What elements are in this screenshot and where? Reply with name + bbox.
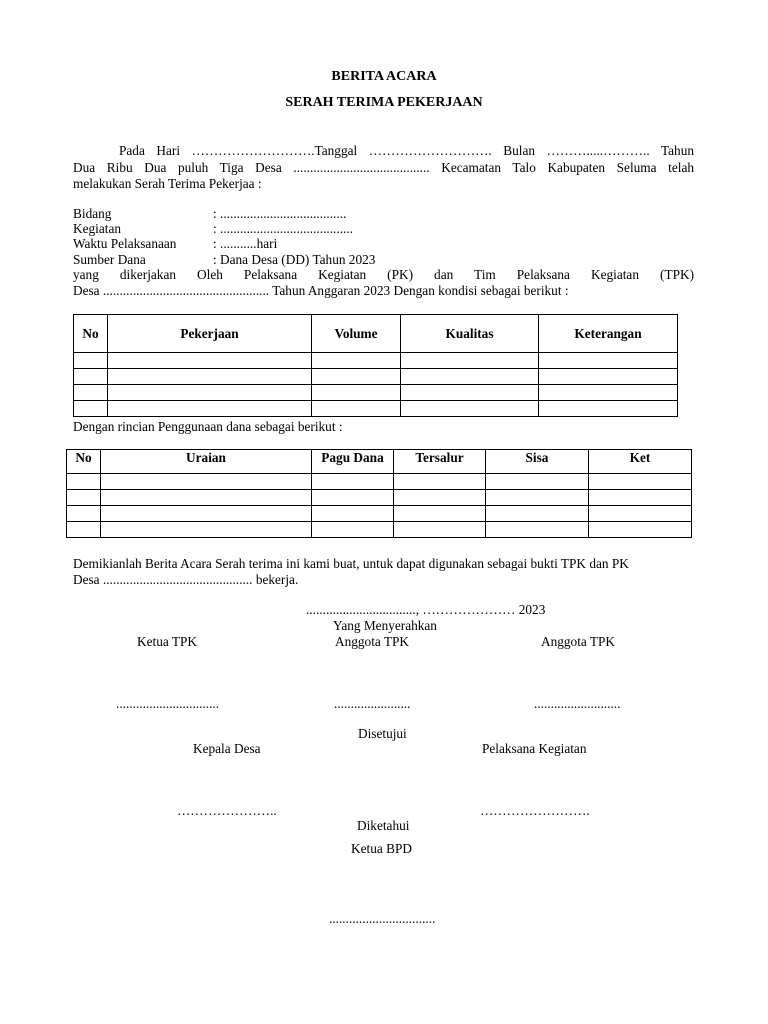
field-label-kegiatan: Kegiatan	[73, 221, 121, 236]
table-cell[interactable]	[74, 353, 108, 369]
table-cell[interactable]	[486, 490, 589, 506]
table-cell[interactable]	[312, 353, 401, 369]
table-cell[interactable]	[401, 353, 539, 369]
intro-line-2: Dua Ribu Dua puluh Tiga Desa ......................................... Kecamatan Talo Kabupaten Seluma telah	[73, 160, 694, 175]
table-cell[interactable]	[108, 385, 312, 401]
table-cell[interactable]	[101, 506, 312, 522]
table-cell[interactable]	[312, 522, 394, 538]
header-pekerjaan: Pekerjaan	[108, 315, 312, 353]
anggota-tpk-2-label: Anggota TPK	[541, 634, 615, 649]
field-value-waktu: : ...........hari	[213, 236, 278, 251]
table-cell[interactable]	[108, 401, 312, 417]
table-cell[interactable]	[394, 522, 486, 538]
table-cell[interactable]	[401, 401, 539, 417]
work-table-header	[74, 315, 678, 353]
field-value-sumber-dana: : Dana Desa (DD) Tahun 2023	[213, 252, 376, 267]
pelaksana-kegiatan-label: Pelaksana Kegiatan	[482, 741, 587, 756]
table-cell[interactable]	[486, 506, 589, 522]
table-cell[interactable]	[74, 401, 108, 417]
table-row	[67, 522, 692, 538]
table-cell[interactable]	[394, 474, 486, 490]
table-row	[74, 353, 678, 369]
table-cell[interactable]	[589, 522, 692, 538]
table-cell[interactable]	[312, 369, 401, 385]
place-date: ................................., ………………… 2023	[306, 602, 546, 617]
intro-line-1: Pada Hari ……………………….Tanggal ………………………. Bulan ……….....……….. Tahun	[119, 143, 694, 158]
field-label-waktu: Waktu Pelaksanaan	[73, 236, 177, 251]
work-table	[73, 314, 678, 417]
table-cell[interactable]	[74, 369, 108, 385]
table-row	[74, 385, 678, 401]
table-row	[74, 401, 678, 417]
table-cell[interactable]	[589, 506, 692, 522]
signature-line-pelaksana: …………………….	[480, 803, 590, 818]
header-ket: Ket	[589, 450, 692, 474]
signature-line-ketua-bpd: ................................	[329, 911, 436, 926]
table-cell[interactable]	[401, 385, 539, 401]
table-cell[interactable]	[312, 474, 394, 490]
table-cell[interactable]	[101, 522, 312, 538]
table-cell[interactable]	[67, 522, 101, 538]
approved-label: Disetujui	[358, 726, 407, 741]
executor-line-1: yang dikerjakan Oleh Pelaksana Kegiatan (PK) dan Tim Pelaksana Kegiatan (TPK)	[73, 267, 694, 282]
table2-intro: Dengan rincian Penggunaan dana sebagai berikut :	[73, 419, 343, 434]
table-cell[interactable]	[101, 474, 312, 490]
table-cell[interactable]	[108, 353, 312, 369]
header-kualitas: Kualitas	[401, 315, 539, 353]
table-row	[74, 369, 678, 385]
signature-line-ketua-tpk: ...............................	[116, 696, 220, 711]
header-volume: Volume	[312, 315, 401, 353]
executor-line-2: Desa .................................................. Tahun Anggaran 2023 Dengan kondisi sebagai berikut :	[73, 283, 569, 298]
table-cell[interactable]	[67, 506, 101, 522]
table-cell[interactable]	[67, 490, 101, 506]
table-cell[interactable]	[394, 490, 486, 506]
table-cell[interactable]	[312, 490, 394, 506]
closing-line-2: Desa ............................................. bekerja.	[73, 572, 299, 587]
field-label-sumber-dana: Sumber Dana	[73, 252, 146, 267]
signature-line-anggota-2: ..........................	[534, 696, 621, 711]
header-pagu-dana: Pagu Dana	[312, 450, 394, 474]
header-keterangan: Keterangan	[539, 315, 678, 353]
known-label: Diketahui	[357, 818, 410, 833]
table-cell[interactable]	[67, 474, 101, 490]
table-cell[interactable]	[312, 401, 401, 417]
header-no: No	[74, 315, 108, 353]
table-cell[interactable]	[539, 369, 678, 385]
field-value-kegiatan: : ........................................	[213, 221, 353, 236]
anggota-tpk-1-label: Anggota TPK	[335, 634, 409, 649]
fund-table	[66, 449, 692, 538]
signature-line-anggota-1: .......................	[334, 696, 411, 711]
ketua-bpd-label: Ketua BPD	[351, 841, 412, 856]
field-label-bidang: Bidang	[73, 206, 112, 221]
header-tersalur: Tersalur	[394, 450, 486, 474]
table-cell[interactable]	[394, 506, 486, 522]
table-cell[interactable]	[101, 490, 312, 506]
field-value-bidang: : ......................................	[213, 206, 347, 221]
table-cell[interactable]	[539, 385, 678, 401]
header-no: No	[67, 450, 101, 474]
table-cell[interactable]	[312, 385, 401, 401]
table-cell[interactable]	[486, 474, 589, 490]
table-cell[interactable]	[539, 401, 678, 417]
table-cell[interactable]	[108, 369, 312, 385]
table-cell[interactable]	[74, 385, 108, 401]
ketua-tpk-label: Ketua TPK	[137, 634, 197, 649]
table-cell[interactable]	[589, 490, 692, 506]
header-sisa: Sisa	[486, 450, 589, 474]
table-cell[interactable]	[486, 522, 589, 538]
document-subtitle: SERAH TERIMA PEKERJAAN	[285, 95, 483, 110]
table-cell[interactable]	[312, 506, 394, 522]
document-title: BERITA ACARA	[331, 69, 437, 84]
handover-label: Yang Menyerahkan	[333, 618, 437, 633]
table-row	[67, 474, 692, 490]
table-row	[67, 490, 692, 506]
signature-line-kepala-desa: …………………..	[177, 803, 277, 818]
header-uraian: Uraian	[101, 450, 312, 474]
table-cell[interactable]	[589, 474, 692, 490]
table-cell[interactable]	[539, 353, 678, 369]
closing-line-1: Demikianlah Berita Acara Serah terima ini kami buat, untuk dapat digunakan sebagai bukti TPK dan PK	[73, 556, 629, 571]
table-cell[interactable]	[401, 369, 539, 385]
table-row	[67, 506, 692, 522]
intro-line-3: melakukan Serah Terima Pekerjaa :	[73, 176, 262, 191]
fund-table-header	[67, 450, 692, 474]
kepala-desa-label: Kepala Desa	[193, 741, 261, 756]
